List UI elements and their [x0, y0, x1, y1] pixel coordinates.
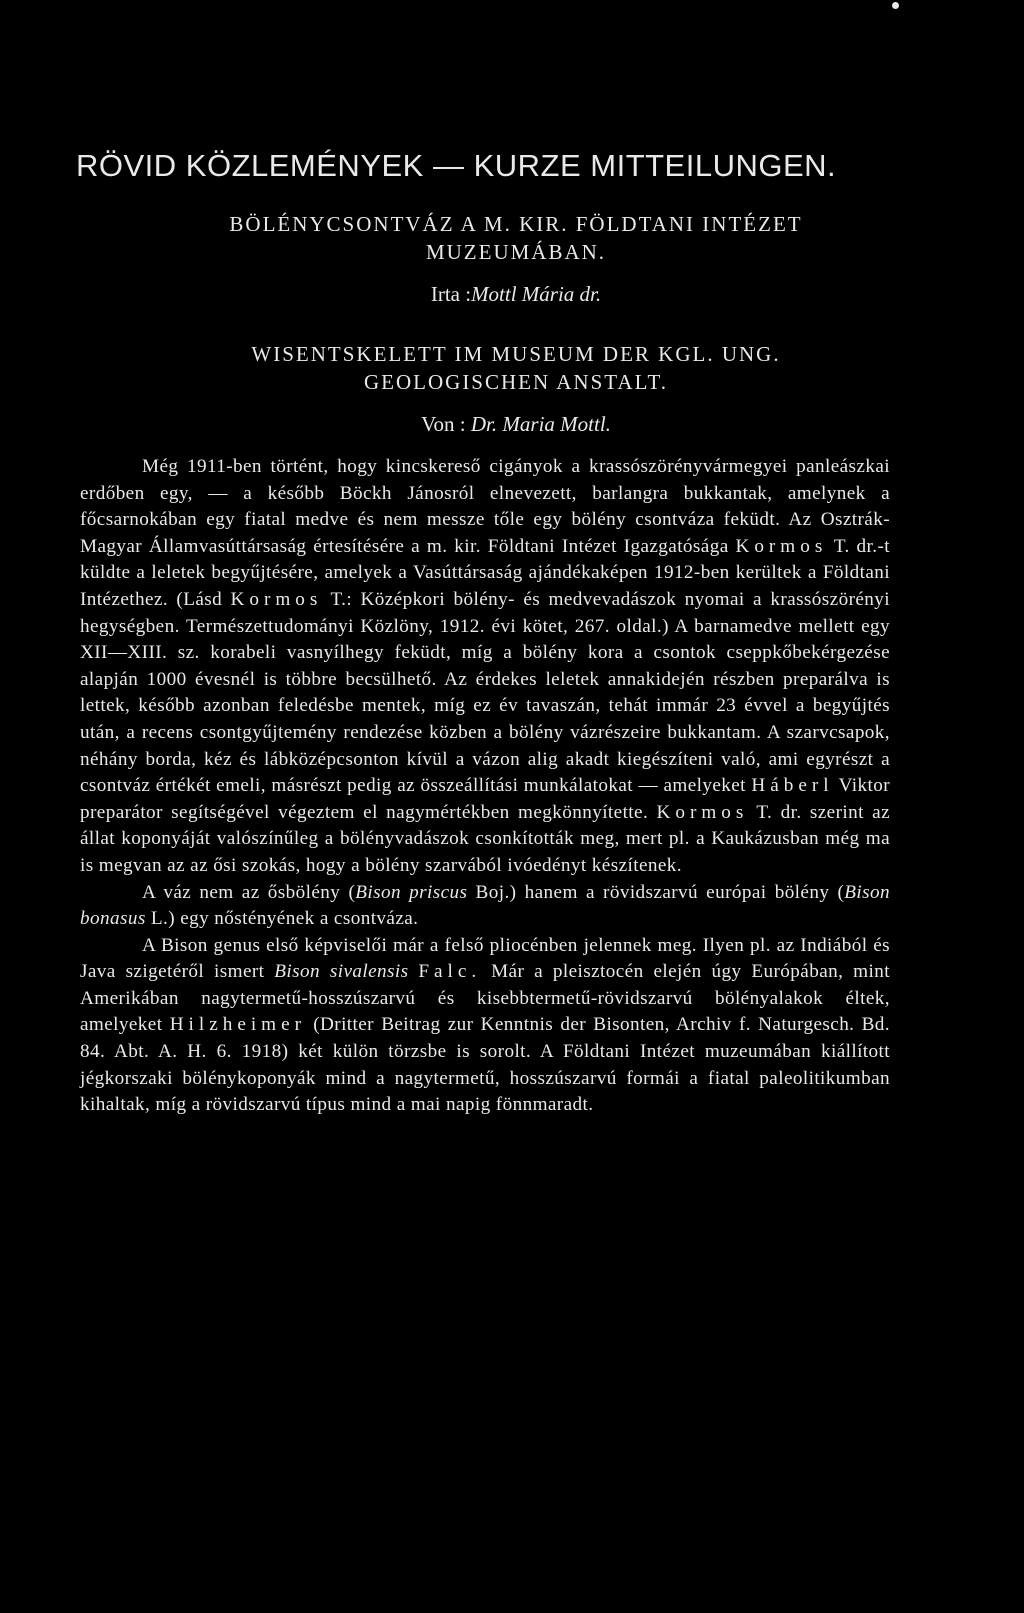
de-author-prefix: Von :: [421, 412, 466, 436]
p1-text-a: Még 1911-ben történt, hogy kincskereső cigányok a krassószörényvármegyei panleászkai erdőben egy, — a később Böckh Jánosról elnevezett, barlangra bukkantak, amelynek a főcsarnokában egy fiatal medve és nem messze tőle egy bölény csontváza feküdt. Az Osztrák-Magyar Államvasúttársaság értesítésére a m. kir. Földtani Intézet Igazgatósága: [80, 456, 890, 557]
paragraph-2: [80, 880, 890, 933]
de-title-line-2: GEOLOGISCHEN ANSTALT.: [364, 370, 668, 394]
de-author-name: Dr. Maria Mottl.: [470, 412, 611, 436]
p2-text-a: A váz nem az ősbölény (: [142, 881, 356, 903]
p2-text-b: Boj.) hanem a rövidszarvú európai bölény (: [475, 881, 845, 903]
paragraph-3: [80, 933, 890, 1119]
p1-text-c: T.: Középkori bölény- és medvevadászok nyomai a krassószörényi hegységben. Természettudományi Közlöny, 1912. évi kötet, 267. oldal.) A barnamedve mellett egy XII—XIII. sz. korabeli vasnyílhegy feküdt, míg a bölény kora a csontok cseppkőbekérgezése alapján 1000 évesnél is többre becsülhető. Az érdekes leletek annakidején részben preparálva is lettek, később azonban feledésbe mentek, míg ez év tavaszán, tehát immár 23 évvel a begyűjtés után, a recens csontgyűjtemény rendezése közben a bölény vázrészeire bukkantam. A szarvcsapok, néhány borda, kéz és lábközépcsonton kívül a vázon alig akadt kiegészíteni való, ami egyrészt a csontváz értékét emeli, másrészt pedig az összeállítási munkálatokat — amelyeket: [80, 588, 890, 797]
p1-text-b: T. dr.-t küldte a leletek begyűjtésére, amelyek a Vasúttársaság ajándékaképen 1912-ben kerültek a Földtani Intézethez. (Lásd: [80, 535, 890, 610]
p1-name-haberl: Háberl: [751, 775, 834, 797]
p3-text-a: A Bison genus első képviselői már a felső pliocénben jelennek meg. Ilyen pl. az Indiából és Java szigetéről ismert: [80, 934, 890, 983]
hu-title-line-1: BÖLÉNYCSONTVÁZ A M. KIR. FÖLDTANI INTÉZET: [229, 212, 803, 236]
hu-author-prefix: Irta :: [430, 282, 472, 306]
page-mark: [892, 2, 899, 9]
p3-name-falc: Falc.: [418, 961, 482, 983]
de-title-line-1: WISENTSKELETT IM MUSEUM DER KGL. UNG.: [251, 342, 781, 366]
section-header: RÖVID KÖZLEMÉNYEK — KURZE MITTEILUNGEN.: [76, 148, 837, 183]
p3-text-b: Már a pleisztocén elején úgy Európában, mint Amerikában nagytermetű-hosszúszarvú és kisebbtermetű-rövidszarvú bölényalakok éltek, amelyeket: [80, 961, 890, 1036]
hu-author: [76, 282, 956, 307]
p1-text-e: T. dr. szerint az állat koponyáját valószínűleg a bölényvadászok csonkították meg, mert pl. a Kaukázusban még ma is megvan az az ősi szokás, hogy a bölény szarvából ivóedényt készítenek.: [80, 801, 891, 876]
p2-text-c: L.) egy nőstényének a csontváza.: [150, 908, 419, 930]
p3-species: Bison sivalensis: [274, 961, 409, 983]
hu-title-line-2: MUZEUMÁBAN.: [425, 240, 607, 264]
de-author: [76, 412, 956, 437]
p2-species-2: Bison bonasus: [80, 881, 890, 930]
p1-name-kormos-2: Kormos: [230, 588, 323, 610]
p3-name-hilzheimer: Hilzheimer: [169, 1014, 306, 1036]
paragraph-1: [80, 454, 890, 880]
p1-name-kormos-1: Kormos: [735, 535, 828, 557]
p2-species-1: Bison priscus: [355, 881, 468, 903]
p1-name-kormos-3: Kormos: [656, 801, 749, 823]
hu-author-name: Mottl Mária dr.: [471, 282, 602, 306]
p1-text-d: Viktor preparátor segítségével végeztem el nagymértékben megkönnyítette.: [80, 775, 890, 823]
p3-text-c: (Dritter Beitrag zur Kenntnis der Bisonten, Archiv f. Naturgesch. Bd. 84. Abt. A. H. 6. 1918) két külön törzsbe is sorolt. A Földtani Intézet muzeumában kiállított jégkorszaki bölénykoponyák mind a nagytermetű, hosszúszarvú formái a fiatal paleolitikumban kihaltak, míg a rövidszarvú típus mind a mai napig fönnmaradt.: [80, 1014, 890, 1116]
article-body: [80, 454, 890, 1119]
